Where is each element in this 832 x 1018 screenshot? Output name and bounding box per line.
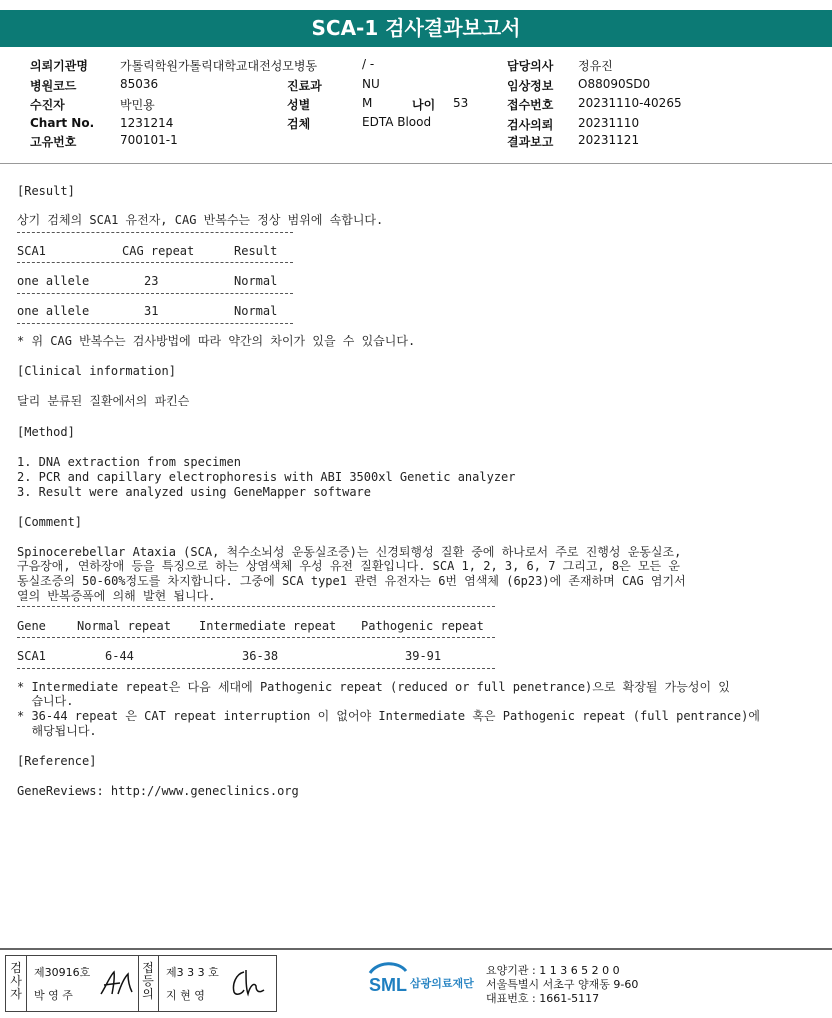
org-name: 삼광의료재단 xyxy=(410,977,474,990)
comment-line: 열의 반복증폭에 의해 발현 됩니다. xyxy=(17,589,216,603)
inst-label: 의뢰기관명 xyxy=(30,59,88,73)
confirmer-name: 지 현 영 xyxy=(166,989,205,1002)
result-col-sca1: SCA1 xyxy=(17,244,46,258)
dept-value: NU xyxy=(362,77,380,91)
table-rule xyxy=(17,323,293,324)
result-col-cag: CAG repeat xyxy=(122,244,195,258)
comment-line: 동실조증의 50-60%정도를 차지합니다. 그중에 SCA type1 관련 유전자는 6번 염색체 (6p23)에 존재하며 CAG 염기서 xyxy=(17,574,686,588)
comment-line: 구음장애, 연하장애 등을 특징으로 하는 상염색체 우성 유전 질환입니다. SCA 1, 2, 3, 6, 7 그리고, 8은 모든 운 xyxy=(17,559,680,573)
comment-line: Spinocerebellar Ataxia (SCA, 척수소뇌성 운동실조증)는 신경퇴행성 질환 중에 하나로서 주로 진행성 운동실조, xyxy=(17,545,682,559)
examiner-name: 박 영 주 xyxy=(34,989,73,1002)
result-row-allele: one allele xyxy=(17,274,90,288)
confirmer-signature-icon xyxy=(228,966,268,1000)
confirm-label-char: 의 xyxy=(142,987,154,1001)
chart-value: 1231214 xyxy=(120,116,174,130)
result-row-repeat: 23 xyxy=(144,274,159,288)
examiner-number: 제30916호 xyxy=(34,966,91,979)
uid-label: 고유번호 xyxy=(30,135,77,149)
inst-extra: / - xyxy=(362,57,375,71)
method-heading: [Method] xyxy=(17,425,75,439)
confirmer-cell xyxy=(158,956,275,1011)
age-value: 53 xyxy=(453,96,469,110)
clinical-value: O88090SD0 xyxy=(578,77,651,91)
age-label: 나이 xyxy=(412,98,436,112)
report-value: 20231121 xyxy=(578,133,640,147)
result-row-result: Normal xyxy=(234,274,278,288)
doctor-value: 정유진 xyxy=(578,59,613,73)
inst-value: 가톨릭학원가톨릭대학교대전성모병동 xyxy=(120,59,318,73)
signature-box xyxy=(5,955,277,1012)
examiner-cell xyxy=(26,956,139,1011)
gene-col-pathogenic: Pathogenic repeat xyxy=(361,619,484,633)
clinical-text: 달리 분류된 질환에서의 파킨슨 xyxy=(17,394,190,408)
report-label: 결과보고 xyxy=(507,135,554,149)
request-label: 검사의뢰 xyxy=(507,118,554,132)
confirm-label-char: 등 xyxy=(142,974,154,988)
specimen-value: EDTA Blood xyxy=(362,115,432,129)
reference-heading: [Reference] xyxy=(17,754,97,768)
receipt-value: 20231110-40265 xyxy=(578,96,682,110)
comment-note: * Intermediate repeat은 다음 세대에 Pathogenic repeat (reduced or full penetrance)으로 확장될 가능성이 있 xyxy=(17,680,730,694)
chart-label: Chart No. xyxy=(30,116,95,130)
table-rule xyxy=(17,232,293,233)
result-note: * 위 CAG 반복수는 검사방법에 따라 약간의 차이가 있을 수 있습니다. xyxy=(17,334,416,348)
result-row-repeat: 31 xyxy=(144,304,159,318)
comment-note: 해당됩니다. xyxy=(17,724,97,738)
examiner-signature-icon xyxy=(98,968,134,1000)
comment-note: * 36-44 repeat 은 CAT repeat interruption 이 없어야 Intermediate 혹은 Pathogenic repeat (full pentrance)에 xyxy=(17,709,760,723)
org-phone: 대표번호 : 1661-5117 xyxy=(486,992,600,1005)
result-col-result: Result xyxy=(234,244,278,258)
result-row-allele: one allele xyxy=(17,304,90,318)
table-rule xyxy=(17,637,495,638)
comment-heading: [Comment] xyxy=(17,515,83,529)
table-rule xyxy=(17,293,293,294)
examiner-label-cell xyxy=(6,956,27,1011)
method-item: 1. DNA extraction from specimen xyxy=(17,455,241,469)
patient-value: 박민용 xyxy=(120,98,155,112)
doctor-label: 담당의사 xyxy=(507,59,554,73)
confirmer-number: 제3 3 3 호 xyxy=(166,966,219,979)
dept-label: 진료과 xyxy=(287,79,322,93)
patient-label: 수진자 xyxy=(30,98,65,112)
examiner-label-char: 자 xyxy=(10,987,22,1001)
gene-col-normal: Normal repeat xyxy=(77,619,171,633)
sex-label: 성별 xyxy=(287,98,311,112)
result-summary: 상기 검체의 SCA1 유전자, CAG 반복수는 정상 범위에 속합니다. xyxy=(17,213,384,227)
method-item: 2. PCR and capillary electrophoresis with ABI 3500xl Genetic analyzer xyxy=(17,470,516,484)
confirm-label-cell xyxy=(138,956,159,1011)
sex-value: M xyxy=(362,96,373,110)
gene-row-gene: SCA1 xyxy=(17,649,46,663)
confirm-label-char: 접 xyxy=(142,961,154,975)
org-code: 요양기관 : 1 1 3 6 5 2 0 0 xyxy=(486,964,620,977)
clinical-heading: [Clinical information] xyxy=(17,364,176,378)
gene-col-intermediate: Intermediate repeat xyxy=(199,619,337,633)
result-heading: [Result] xyxy=(17,184,75,198)
reference-text: GeneReviews: http://www.geneclinics.org xyxy=(17,784,299,798)
method-item: 3. Result were analyzed using GeneMapper software xyxy=(17,485,372,499)
report-title: SCA-1 검사결과보고서 xyxy=(0,10,832,47)
gene-row-intermediate: 36-38 xyxy=(242,649,279,663)
code-value: 85036 xyxy=(120,77,159,91)
footer-divider xyxy=(0,948,832,950)
table-rule xyxy=(17,262,293,263)
examiner-label-char: 검 xyxy=(10,961,22,975)
org-address: 서울특별시 서초구 양재동 9-60 xyxy=(486,978,639,991)
logo-text: SML xyxy=(369,975,407,995)
gene-col-gene: Gene xyxy=(17,619,46,633)
gene-row-pathogenic: 39-91 xyxy=(405,649,442,663)
result-row-result: Normal xyxy=(234,304,278,318)
comment-note: 습니다. xyxy=(17,694,74,708)
request-value: 20231110 xyxy=(578,116,640,130)
uid-value: 700101-1 xyxy=(120,133,178,147)
code-label: 병원코드 xyxy=(30,79,77,93)
table-rule xyxy=(17,606,495,607)
examiner-label-char: 사 xyxy=(10,974,22,988)
header-divider xyxy=(0,163,832,164)
gene-row-normal: 6-44 xyxy=(105,649,134,663)
table-rule xyxy=(17,668,495,669)
clinical-label: 임상정보 xyxy=(507,79,554,93)
receipt-label: 접수번호 xyxy=(507,98,554,112)
sml-logo-icon xyxy=(364,959,412,999)
specimen-label: 검체 xyxy=(287,117,311,131)
